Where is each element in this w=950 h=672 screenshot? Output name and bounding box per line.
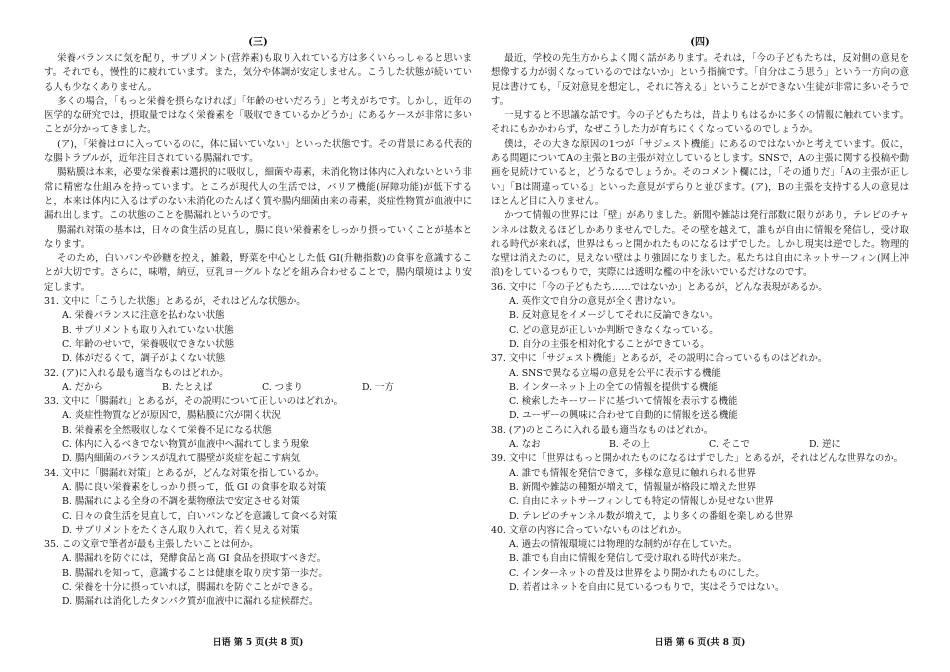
passage-paragraph: かつて情報の世界には「壁」がありました。新聞や雑誌は発行部数に限りがあり，テレビのチャンネルは数えるほどしかありませんでした。その壁を越えて，誰もが自由に情報を発信し，受け取れる時代が来れば，世界はもっと開かれたものになるはずでした。しかし現実は逆でした。物理的な壁は消えたのに，見えない壁はより強固になりました。私たちは自由にネットサーフィン(网上冲浪)をしているつもりで，実際には透明な檻の中を泳いでいるだけなのです。: [491, 210, 909, 279]
answer-option: D. 自分の主張を相対化することができている。: [509, 338, 710, 350]
answer-option: C. 日々の食生活を見直して，白いパンなどを意識して食べる対策: [62, 510, 338, 522]
answer-option: A. 腸に良い栄養素をしっかり摂って，低 GI の食事を取る対策: [62, 481, 327, 493]
question-stem: [44, 538, 472, 552]
answer-option: B. 誰でも自由に情報を発信して受け取れる時代が来た。: [509, 553, 747, 565]
question-number: 35.: [44, 539, 59, 551]
passage-paragraph: そのため，白いパンや砂糖を控え，雑穀，野菜を中心とした低 GI(升糖指数)の食事を意識することが大切です。さらに，味噌，納豆，豆乳ヨーグルトなどを組み合わせることで，腸内環境はより安定します。: [44, 253, 472, 293]
answer-option: D. テレビのチャンネル数が増えて，より多くの番組を楽しめる世界: [509, 510, 794, 522]
section-title: (三): [248, 37, 268, 48]
passage-paragraph: 僕は，その大きな原因の1つが「サジェスト機能」にあるのではないかと考えています。仮に，ある問題についてAの主張とBの主張が対立しているとします。SNSで，Aの主張に関する投稿や動画を見続けていると，どうなるでしょうか。そのコメント欄には，「その通りだ」「Aの主張が正しい」「Bは間違っている」といった意見がずらりと並びます。(ア)，Bの主張を支持する人の意見はほとんど目に入りません。: [491, 138, 909, 207]
answer-options-row: [62, 381, 472, 395]
passage-paragraph: (ア)，「栄養はロに入っているのに，体に届いていない」といった状態です。その背景にある代表的な腸トラブルが，近年注目されている腸漏れです。: [44, 138, 472, 165]
question-number: 34.: [44, 467, 59, 479]
question-stem: [491, 281, 909, 295]
answer-option: C. 栄養を十分に摂っていれば，腸漏れを防ぐことができる。: [62, 581, 319, 593]
question-stem: [491, 524, 909, 538]
question-stem: [491, 352, 909, 366]
answer-option: C. 検索したキーワードに基づいて情報を表示する機能: [509, 396, 738, 408]
answer-option: A. なお: [509, 439, 541, 451]
answer-option: B. 反対意見をイメージしてそれに反論できない。: [509, 310, 719, 322]
answer-option: D. 一方: [362, 381, 394, 393]
section-title: (四): [690, 37, 710, 48]
answer-option: C. 年齢のせいで，栄養吸収できない状態: [62, 338, 234, 350]
answer-option: D. 体がだるくて，調子がよくない状態: [62, 353, 225, 365]
answer-option: D. ユーザーの興味に合わせて自動的に情報を送る機能: [509, 410, 738, 422]
question-text: 文中に「世界はもっと開かれたものになるはずでした」とあるが，それはどんな世界なのか。: [508, 453, 903, 465]
answer-option: B. 新聞や雑誌の種類が増えて，情報量が格段に増えた世界: [509, 481, 757, 493]
answer-option: A. だから: [62, 381, 103, 393]
page-footer: 日语 第 6 页(共 8 页): [654, 638, 746, 648]
answer-option: C. つまり: [262, 381, 303, 393]
passage-paragraph: 一見すると不思議な話です。今の子どもたちは，昔よりもはるかに多くの情報に触れています。それにもかかわらず，なぜこうした力が育ちにくくなっているのでしょうか。: [491, 110, 909, 136]
page-footer: 日语 第 5 页(共 8 页): [212, 638, 304, 648]
answer-options-row: [509, 438, 909, 452]
answer-option: C. そこで: [709, 439, 750, 451]
question-number: 36.: [491, 281, 506, 293]
answer-option: A. 腸漏れを防ぐには，発酵食品と高 GI 食品を摂取すべきだ。: [62, 553, 327, 565]
question-number: 33.: [44, 396, 59, 408]
answer-option: D. サプリメントをたくさん取り入れて，若く見える対策: [62, 524, 300, 536]
question-number: 32.: [44, 367, 59, 379]
question-number: 39.: [491, 453, 506, 465]
answer-option: A. 誰でも情報を発信できて，多様な意見に触れられる世界: [509, 467, 756, 479]
answer-option: A. 栄養バランスに注意を払わない状態: [62, 310, 225, 322]
question-text: 文中に「こうした状態」とあるが，それはどんな状態か。: [61, 296, 306, 308]
answer-option: D. 若者はネットを自由に見ているつもりで，実はそうではない。: [509, 581, 785, 593]
right-page: [491, 36, 909, 595]
answer-option: D. 腸内細菌のバランスが乱れて腸壁が炎症を起こす病気: [62, 453, 300, 465]
question-number: 40.: [491, 524, 506, 536]
question-number: 37.: [491, 353, 506, 365]
answer-option: B. 腸漏れによる全身の不調を薬物療法で安定させる対策: [62, 496, 300, 508]
question-stem: [44, 395, 472, 409]
answer-option: C. どの意見が正しいか判断できなくなっている。: [509, 324, 719, 336]
question-stem: [44, 467, 472, 481]
question-text: (ア)に入れる最も適当なものはどれか。: [61, 367, 229, 379]
answer-option: D. 腸漏れは消化したタンパク質が血液中に漏れる症候群だ。: [62, 596, 319, 608]
answer-option: D. 逆に: [809, 439, 841, 451]
passage-paragraph: 腸漏れ対策の基本は，日々の食生活の見直し，腸に良い栄養素をしっかり摂っていくことが基本となります。: [44, 224, 472, 250]
question-stem: [491, 424, 909, 438]
question-stem: [44, 295, 472, 309]
answer-option: B. インターネット上の全ての情報を提供する機能: [509, 381, 718, 393]
question-text: 文中に「サジェスト機能」とあるが，その説明に合っているものはどれか。: [508, 353, 828, 365]
answer-option: A. 英作文で自分の意見が全く書けない。: [509, 296, 682, 308]
answer-option: B. たとえば: [162, 381, 213, 393]
answer-option: C. 自由にネットサーフィンしても特定の情報しか見せない世界: [509, 496, 774, 508]
answer-option: A. 過去の情報環境には物理的な制約が存在していた。: [509, 539, 738, 551]
answer-option: C. 体内に入るべきでない物質が血液中へ漏れてしまう現象: [62, 439, 310, 451]
question-text: 文章の内容に合っていないものはどれか。: [508, 524, 688, 536]
answer-option: B. サプリメントも取り入れていない状態: [62, 324, 234, 336]
answer-option: C. インターネットの普及は世界をより開かれたものにした。: [509, 567, 765, 579]
question-text: 文中に「腸漏れ」とあるが，その説明について正しいのはどれか。: [61, 396, 343, 408]
answer-option: B. 栄養素を全然吸収しなくて栄養不足になる状態: [62, 424, 272, 436]
passage-paragraph: 多くの場合，「もっと栄養を摂らなければ」「年齢のせいだろう」と考えがちです。しかし，近年の医学的な研究では，摂取量ではなく栄養素を「吸収できているかどうか」にあるケースが非常に多いことが分かってきました。: [44, 95, 472, 136]
answer-option: B. その上: [609, 439, 650, 451]
question-text: 文中に「今の子どもたち……ではないか」とあるが，どんな表現があるか。: [508, 281, 828, 293]
question-text: この文章で筆者が最も主張したいことは何か。: [61, 539, 259, 551]
question-number: 38.: [491, 424, 506, 436]
question-text: 文中に「腸漏れ対策」とあるが，どんな対策を指しているか。: [61, 467, 325, 479]
question-stem: [44, 367, 472, 381]
question-stem: [491, 452, 909, 466]
passage-paragraph: 最近，学校の先生方からよく聞く話があります。それは，「今の子どもたちは，反対側の意見を想像する力が弱くなっているのではないか」という指摘です。「自分はこう思う」という一方向の意見は書けても，「反対意見を想定し，それに答える」ということができない生徒が非常に多いそうです。: [491, 53, 909, 107]
question-text: (ア)のところに入れる最も適当なものはどれか。: [508, 424, 714, 436]
answer-option: B. 腸漏れを知って，意識することは健康を取り戻す第一歩だ。: [62, 567, 328, 579]
passage-paragraph: 栄養バランスに気を配り，サプリメント(营养素)も取り入れている方は多くいらっしゃると思います。それでも，慢性的に疲れています。また，気分や体調が安定しません。こうした状態が続いている人も少なくありません。: [44, 53, 472, 93]
passage-paragraph: 腸粘膜は本来，必要な栄養素は選択的に吸収し，細菌や毒素，未消化物は体内に入れないという非常に精密な仕組みを持っています。ところが現代人の生活では，バリア機能(屏障功能)が低下すると，本来は体内に入るはずのない未消化のたんぱく質や腸内細菌由来の毒素，炎症性物質が血液中に漏れ出します。この状態のことを腸漏れというのです。: [44, 167, 472, 222]
question-number: 31.: [44, 296, 59, 308]
left-page: [44, 36, 472, 610]
answer-option: A. SNSで異なる立場の意見を公平に表示する機能: [509, 367, 721, 379]
answer-option: A. 炎症性物質などが原因で，腸粘膜に穴が開く状況: [62, 410, 281, 422]
